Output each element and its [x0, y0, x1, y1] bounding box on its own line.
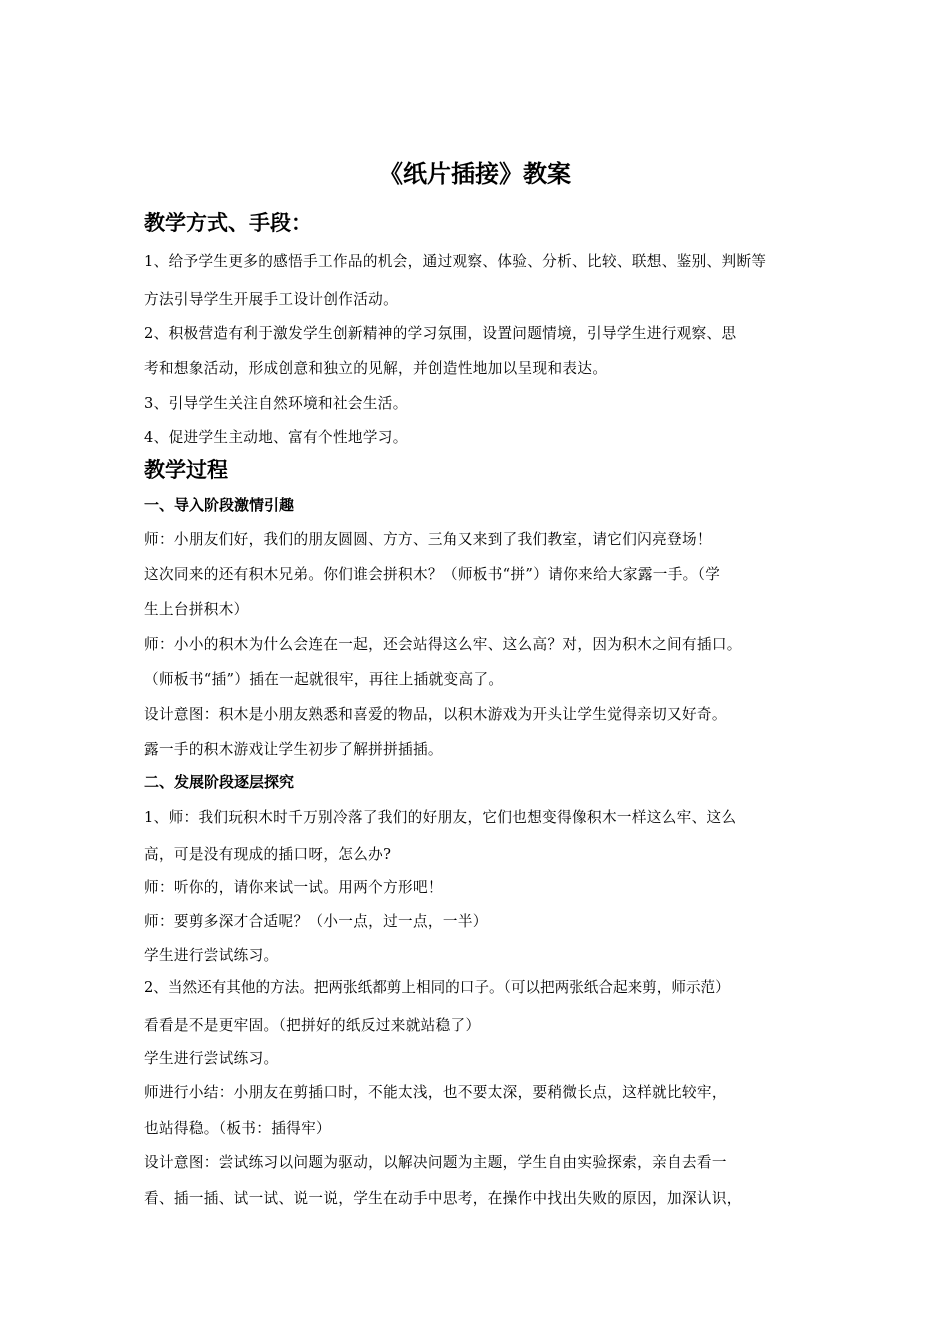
paragraph-line: 看、插一插、试一试、说一说，学生在动手中思考，在操作中找出失败的原因，加深认识，: [144, 1190, 742, 1207]
subsection-heading-introduction: 一、导入阶段激情引趣: [144, 496, 295, 514]
paragraph-line: 1、师：我们玩积木时千万别冷落了我们的好朋友，它们也想变得像积木一样这么牢、这么: [144, 809, 737, 826]
paragraph-line: 看看是不是更牢固。（把拼好的纸反过来就站稳了）: [144, 1017, 481, 1034]
paragraph-line: 学生进行尝试练习。: [144, 1050, 279, 1067]
paragraph-line: （师板书“插”）插在一起就很牢，再往上插就变高了。: [144, 671, 504, 688]
paragraph-line: 师：听你的，请你来试一试。用两个方形吧！: [144, 879, 443, 896]
paragraph-line: 露一手的积木游戏让学生初步了解拼拼插插。: [144, 741, 443, 758]
section-heading-teaching-process: 教学过程: [144, 458, 228, 482]
paragraph-line: 学生进行尝试练习。: [144, 947, 279, 964]
paragraph-line: 师进行小结：小朋友在剪插口时，不能太浅，也不要太深，要稍微长点，这样就比较牢，: [144, 1084, 727, 1101]
paragraph-line: 师：要剪多深才合适呢？（小一点，过一点，一半）: [144, 913, 488, 930]
document-title: 《纸片插接》教案: [379, 160, 571, 188]
paragraph-line: 这次同来的还有积木兄弟。你们谁会拼积木？（师板书“拼”）请你来给大家露一手。（学: [144, 566, 721, 583]
paragraph-line: 师：小小的积木为什么会连在一起，还会站得这么牢、这么高？对，因为积木之间有插口。: [144, 636, 742, 653]
paragraph-line: 高，可是没有现成的插口呀，怎么办?: [144, 846, 392, 863]
paragraph-line: 4、促进学生主动地、富有个性地学习。: [144, 429, 408, 446]
paragraph-line: 师：小朋友们好，我们的朋友圆圆、方方、三角又来到了我们教室，请它们闪亮登场！: [144, 531, 712, 548]
paragraph-line: 2、积极营造有利于激发学生创新精神的学习氛围，设置问题情境，引导学生进行观察、思: [144, 325, 737, 342]
paragraph-line: 生上台拼积木）: [144, 601, 249, 618]
paragraph-line: 方法引导学生开展手工设计创作活动。: [144, 291, 399, 308]
paragraph-line: 也站得稳。（板书：插得牢）: [144, 1120, 331, 1137]
subsection-heading-development: 二、发展阶段逐层探究: [144, 773, 295, 791]
section-heading-teaching-methods: 教学方式、手段：: [144, 211, 312, 235]
paragraph-line: 2、当然还有其他的方法。把两张纸都剪上相同的口子。（可以把两张纸合起来剪，师示范）: [144, 979, 730, 996]
paragraph-line: 1、给予学生更多的感悟手工作品的机会，通过观察、体验、分析、比较、联想、鉴别、判断等: [144, 253, 767, 270]
paragraph-line: 考和想象活动，形成创意和独立的见解，并创造性地加以呈现和表达。: [144, 360, 608, 377]
paragraph-line: 设计意图：积木是小朋友熟悉和喜爱的物品，以积木游戏为开头让学生觉得亲切又好奇。: [144, 706, 727, 723]
paragraph-line: 3、引导学生关注自然环境和社会生活。: [144, 395, 408, 412]
paragraph-line: 设计意图：尝试练习以问题为驱动，以解决问题为主题，学生自由实验探索，亲自去看一: [144, 1154, 727, 1171]
